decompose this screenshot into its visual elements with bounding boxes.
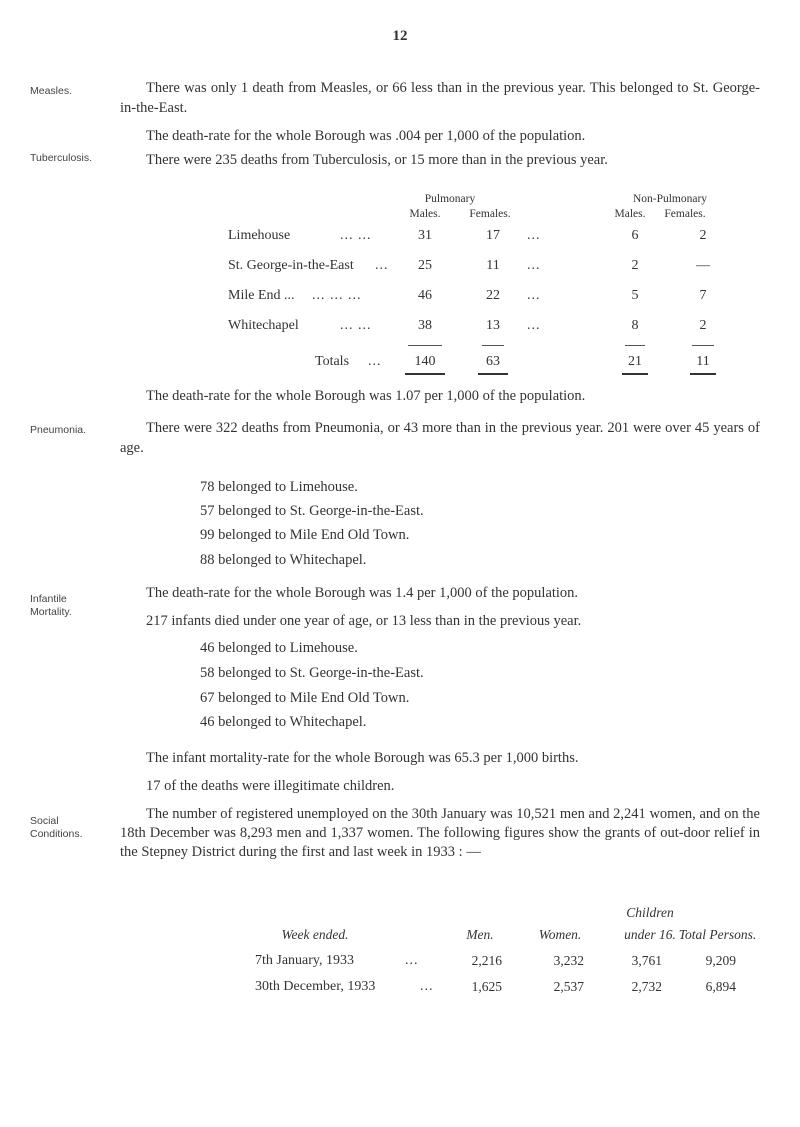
sum-rule [625,345,645,346]
infantile-line: 46 belonged to Limehouse. [200,640,358,656]
pneumonia-intro: There were 322 deaths from Pneumonia, or 43 more than in the previous year. 201 were over 45 years of age. [120,420,760,456]
sum-rule [482,345,504,346]
relief-row-children: 3,761 [631,953,662,968]
leader-dots: ... [527,228,541,243]
leader-dots: ... [375,258,389,273]
tb-row-district: St. George-in-the-East [228,258,354,273]
tb-row-pulmonary-females: 17 [486,228,500,243]
relief-row-total: 6,894 [705,979,736,994]
header-non-pulmonary: Non-Pulmonary [632,193,708,205]
tb-total-non-pulmonary-females: 11 [696,354,710,369]
margin-note-infantile-mortality: Infantile Mortality. [30,593,72,618]
relief-row-total: 9,209 [705,953,736,968]
margin-note-pneumonia: Pneumonia. [30,424,87,436]
leader-dots: ... [527,318,541,333]
pneumonia-rate: The death-rate for the whole Borough was 1.4 per 1,000 of the population. [146,585,579,601]
tb-row-pulmonary-females: 11 [486,258,500,273]
margin-note-measles: Measles. [30,85,73,97]
tb-row-non-pulmonary-females: 2 [699,318,707,333]
relief-header-women: Women. [538,927,582,942]
tb-row-district: Whitechapel [228,318,299,333]
sum-rule [408,345,442,346]
relief-row-men: 1,625 [471,979,502,994]
pneumonia-line: 88 belonged to Whitechapel. [200,552,367,568]
total-rule [478,373,508,375]
tb-row-non-pulmonary-females: — [696,258,710,273]
tb-total-pulmonary-females: 63 [486,354,500,369]
infantile-line: 46 belonged to Whitechapel. [200,714,367,730]
tb-total-pulmonary-males: 140 [414,354,436,369]
total-rule [622,373,648,375]
margin-note-social-conditions: Social Conditions. [30,815,83,840]
header-pulmonary-females: Females. [469,208,511,220]
leader-dots: ... [527,258,541,273]
relief-row-men: 2,216 [471,953,502,968]
header-non-pulmonary-males: Males. [614,208,646,220]
leader-dots: ... [420,979,434,994]
header-pulmonary: Pulmonary [424,193,476,205]
tb-row-non-pulmonary-females: 7 [699,288,707,303]
tuberculosis-rate: The death-rate for the whole Borough was 1.07 per 1,000 of the population. [146,388,586,404]
pneumonia-line: 57 belonged to St. George-in-the-East. [200,503,424,519]
margin-note-tuberculosis: Tuberculosis. [30,152,93,164]
social-paragraph: The number of registered unemployed on the 30th January was 10,521 men and 2,241 women, and on the 18th December was 8,293 men and 1,337 women. The following figures show the grants of out-door relief in the Stepney District during the first and last week in 1933 : — [120,806,760,860]
tb-row-pulmonary-males: 46 [418,288,432,303]
relief-row-week: 30th December, 1933 [255,979,376,994]
relief-header-under-16: under 16. [624,927,676,942]
pneumonia-line: 78 belonged to Limehouse. [200,479,358,495]
tb-row-pulmonary-females: 13 [486,318,500,333]
tb-row-pulmonary-females: 22 [486,288,500,303]
page-number: 12 [392,28,408,44]
infant-mortality-rate: The infant mortality-rate for the whole Borough was 65.3 per 1,000 births. [146,750,579,766]
total-rule [690,373,716,375]
measles-rate: The death-rate for the whole Borough was .004 per 1,000 of the population. [146,128,586,144]
leader-dots: ... ... [340,228,372,243]
relief-row-women: 2,537 [553,979,584,994]
tb-total-non-pulmonary-males: 21 [628,354,642,369]
leader-dots: ... ... ... [312,288,362,303]
relief-header-men: Men. [466,927,494,942]
tb-row-non-pulmonary-females: 2 [699,228,707,243]
total-rule [405,373,445,375]
relief-header-children: Children [626,905,674,920]
leader-dots: ... [527,288,541,303]
leader-dots: ... [368,354,382,369]
tb-row-district: Limehouse [228,228,291,243]
infantile-line: 67 belonged to Mile End Old Town. [200,690,410,706]
leader-dots: ... [405,953,419,968]
tb-row-non-pulmonary-males: 8 [631,318,639,333]
infantile-intro: 217 infants died under one year of age, or 13 less than in the previous year. [146,613,582,629]
measles-paragraph: There was only 1 death from Measles, or 66 less than in the previous year. This belonged to St. George-in-the-East. [120,80,760,116]
tuberculosis-intro: There were 235 deaths from Tuberculosis, or 15 more than in the previous year. [146,152,608,168]
tb-row-non-pulmonary-males: 5 [631,288,639,303]
pneumonia-line: 99 belonged to Mile End Old Town. [200,527,410,543]
sum-rule [692,345,714,346]
relief-row-children: 2,732 [631,979,662,994]
relief-row-women: 3,232 [553,953,584,968]
tb-totals-label: Totals [315,354,350,369]
relief-header-total: Total Persons. [678,927,757,942]
illegitimate-note: 17 of the deaths were illegitimate children. [146,778,395,794]
infantile-line: 58 belonged to St. George-in-the-East. [200,665,424,681]
tb-row-district: Mile End ... [228,288,295,303]
leader-dots: ... ... [340,318,372,333]
header-non-pulmonary-females: Females. [664,208,706,220]
tb-row-non-pulmonary-males: 2 [631,258,639,273]
tb-row-pulmonary-males: 31 [418,228,432,243]
tb-row-pulmonary-males: 25 [418,258,432,273]
tb-row-non-pulmonary-males: 6 [631,228,639,243]
tb-row-pulmonary-males: 38 [418,318,432,333]
relief-header-week: Week ended. [281,927,349,942]
header-pulmonary-males: Males. [409,208,441,220]
relief-row-week: 7th January, 1933 [255,953,355,968]
